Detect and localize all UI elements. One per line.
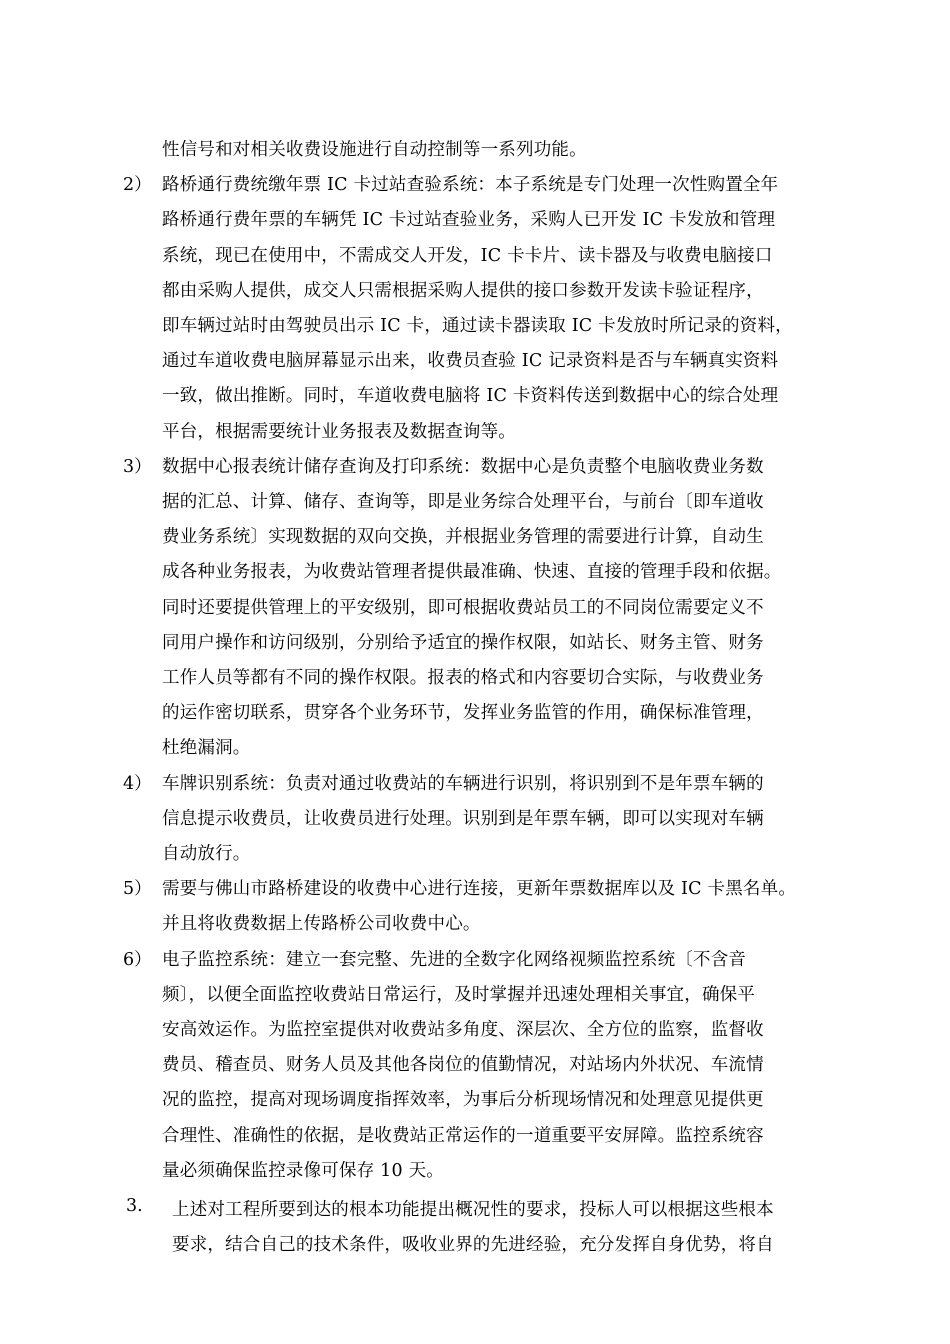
text-line: 费员、稽查员、财务人员及其他各岗位的值勤情况，对站场内外状况、车流情: [162, 1055, 764, 1076]
text-line: 数据中心报表统计储存查询及打印系统：数据中心是负责整个电脑收费业务数: [162, 456, 764, 477]
text-line: 量必须确保监控录像可保存 10 天。: [162, 1160, 444, 1181]
list-number: 3）: [123, 456, 152, 477]
text-line: 系统，现已在使用中，不需成交人开发，IC 卡卡片、读卡器及与收费电脑接口: [162, 245, 773, 266]
text-line: 要求，结合自己的技术条件，吸收业界的先进经验，充分发挥自身优势，将自: [172, 1235, 774, 1256]
text-line: 平台，根据需要统计业务报表及数据查询等。: [162, 421, 516, 442]
text-line: 合理性、准确性的依据，是收费站正常运作的一道重要平安屏障。监控系统容: [162, 1125, 764, 1146]
text-line: 信息提示收费员，让收费员进行处理。识别到是年票车辆，即可以实现对车辆: [162, 808, 764, 829]
list-number: 6）: [123, 949, 152, 970]
text-line: 一致，做出推断。同时，车道收费电脑将 IC 卡资料传送到数据中心的综合处理: [162, 386, 779, 407]
list-number: 3.: [126, 1196, 143, 1216]
text-line: 据的汇总、计算、储存、查询等，即是业务综合处理平台，与前台〔即车道收: [162, 492, 764, 512]
text-line: 车牌识别系统：负责对通过收费站的车辆进行识别，将识别到不是年票车辆的: [162, 773, 764, 794]
text-line: 费业务系统〕实现数据的双向交换，并根据业务管理的需要进行计算，自动生: [162, 527, 764, 548]
text-line: 的运作密切联系，贯穿各个业务环节，发挥业务监管的作用，确保标准管理，: [162, 703, 764, 724]
text-line: 杜绝漏洞。: [162, 738, 251, 759]
text-line: 自动放行。: [162, 844, 251, 864]
text-line: 况的监控，提高对现场调度指挥效率，为事后分析现场情况和处理意见提供更: [162, 1090, 764, 1111]
text-line: 需要与佛山市路桥建设的收费中心进行连接，更新年票数据库以及 IC 卡黑名单。: [162, 879, 797, 900]
text-line: 即车辆过站时由驾驶员出示 IC 卡，通过读卡器读取 IC 卡发放时所记录的资料，: [162, 316, 793, 336]
text-line: 同时还要提供管理上的平安级别，即可根据收费站员工的不同岗位需要定义不: [162, 597, 764, 618]
text-line: 路桥通行费年票的车辆凭 IC 卡过站查验业务，采购人已开发 IC 卡发放和管理: [162, 210, 776, 231]
text-line: 工作人员等都有不同的操作权限。报表的格式和内容要切合实际，与收费业务: [162, 668, 764, 688]
text-line: 同用户操作和访问级别，分别给予适宜的操作权限，如站长、财务主管、财务: [162, 632, 764, 653]
text-line: 成各种业务报表，为收费站管理者提供最准确、快速、直接的管理手段和依据。: [162, 562, 782, 583]
text-line: 通过车道收费电脑屏幕显示出来，收费员查验 IC 记录资料是否与车辆真实资料: [162, 351, 779, 372]
text-line: 频〕，以便全面监控收费站日常运行，及时掌握并迅速处理相关事宜，确保平: [162, 984, 756, 1005]
list-number: 5）: [123, 879, 152, 900]
text-line: 都由采购人提供，成交人只需根据采购人提供的接口参数开发读卡验证程序，: [162, 280, 764, 301]
text-line: 并且将收费数据上传路桥公司收费中心。: [162, 914, 481, 935]
list-number: 4）: [123, 773, 152, 794]
text-line: 电子监控系统：建立一套完整、先进的全数字化网络视频监控系统〔不含音: [162, 949, 747, 970]
text-line: 安高效运作。为监控室提供对收费站多角度、深层次、全方位的监察，监督收: [162, 1020, 764, 1040]
text-line: 性信号和对相关收费设施进行自动控制等一系列功能。: [162, 140, 587, 160]
text-line: 上述对工程所要到达的根本功能提出概况性的要求，投标人可以根据这些根本: [172, 1200, 774, 1220]
list-number: 2）: [123, 175, 152, 196]
text-line: 路桥通行费统缴年票 IC 卡过站查验系统：本子系统是专门处理一次性购置全年: [162, 175, 779, 196]
